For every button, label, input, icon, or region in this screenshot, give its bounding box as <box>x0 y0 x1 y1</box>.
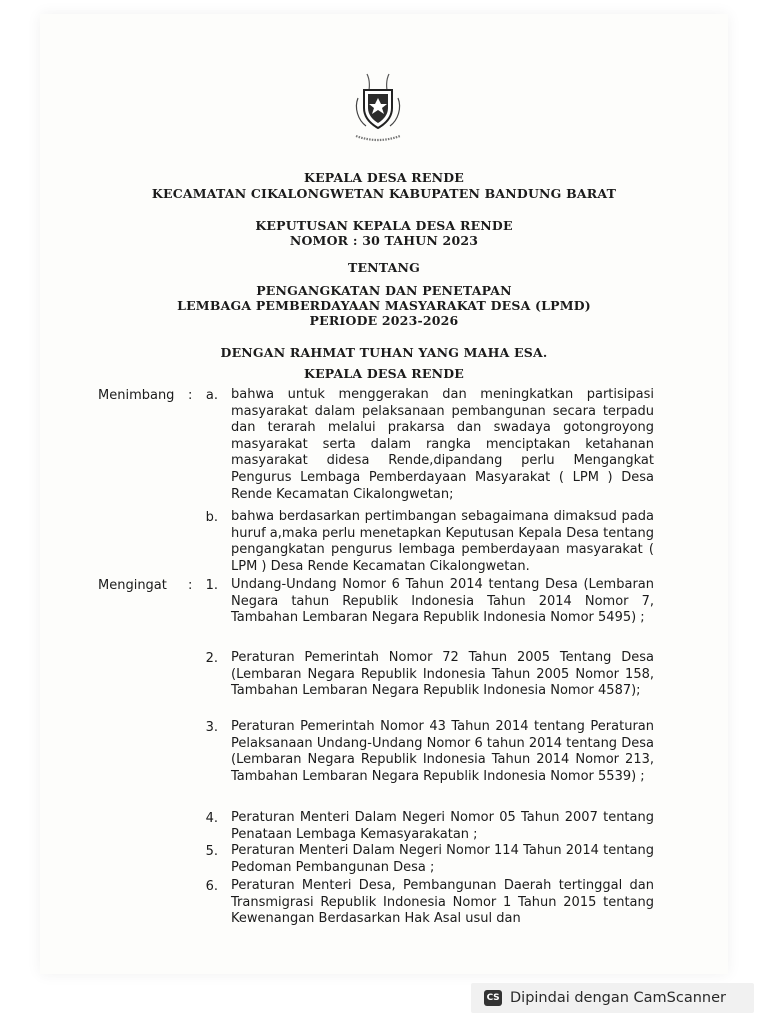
mengingat-item-4-text: Peraturan Menteri Dalam Negeri Nomor 05 Tahun 2007 tentang Penataan Lembaga Kemasyarakatan ; <box>231 810 654 842</box>
menimbang-colon: : <box>188 388 193 403</box>
mengingat-item-2-text: Peraturan Pemerintah Nomor 72 Tahun 2005 Tentang Desa (Lembaran Negara Republik Indonesia Tahun 2005 Nomor 158, Tambahan Lembaran Negara Republik Indonesia Nomor 4587); <box>231 650 654 699</box>
decree-number: NOMOR : 30 TAHUN 2023 <box>289 233 479 248</box>
regional-emblem-icon <box>334 70 422 152</box>
mengingat-item-5-marker: 5. <box>205 844 218 859</box>
institution-title: KEPALA DESA RENDE <box>304 170 464 185</box>
decree-title: KEPUTUSAN KEPALA DESA RENDE <box>255 218 513 233</box>
mengingat-item-1-text: Undang-Undang Nomor 6 Tahun 2014 tentang Desa (Lembaran Negara tahun Republik Indonesia Tahun 2014 Nomor 7, Tambahan Lembaran Negara Republik Indonesia Nomor 5495) ; <box>231 577 654 626</box>
mengingat-item-4-marker: 4. <box>205 811 218 826</box>
menimbang-item-b-marker: b. <box>205 510 218 525</box>
authority-line: KEPALA DESA RENDE <box>304 366 464 381</box>
subject-line-1: PENGANGKATAN DAN PENETAPAN <box>256 283 512 298</box>
camscanner-watermark <box>471 983 754 1013</box>
menimbang-label: Menimbang <box>98 388 175 403</box>
menimbang-item-b-text: bahwa berdasarkan pertimbangan sebagaimana dimaksud pada huruf a,maka perlu menetapkan Keputusan Kepala Desa tentang pengangkatan pengurus lembaga pemberdayaan masyarakat ( LPM ) Desa Rende Kecamatan Cikalongwetan. <box>231 509 654 574</box>
camscanner-text: Dipindai dengan CamScanner <box>510 990 727 1006</box>
menimbang-item-a-text: bahwa untuk menggerakan dan meningkatkan partisipasi masyarakat dalam pelaksanaan pembangunan secara terpadu dan terarah melalui prakarsa dan swadaya gotongroyong masyarakat serta dalam rangka menciptakan ketahanan masyarakat didesa Rende,dipandang perlu Mengangkat Pengurus Lembaga Pemberdayaan Masyarakat ( LPM ) Desa Rende Kecamatan Cikalongwetan; <box>231 387 654 502</box>
mengingat-item-6-text: Peraturan Menteri Desa, Pembangunan Daerah tertinggal dan Transmigrasi Republik Indonesia Nomor 1 Tahun 2015 tentang Kewenangan Berdasarkan Hak Asal usul dan <box>231 878 654 927</box>
subject-line-2: LEMBAGA PEMBERDAYAAN MASYARAKAT DESA (LPMD) <box>177 298 591 313</box>
mengingat-item-1-marker: 1. <box>205 578 218 593</box>
mengingat-label: Mengingat <box>98 578 167 593</box>
blessing-line: DENGAN RAHMAT TUHAN YANG MAHA ESA. <box>220 345 548 360</box>
mengingat-item-2-marker: 2. <box>205 651 218 666</box>
institution-subtitle: KECAMATAN CIKALONGWETAN KABUPATEN BANDUNG BARAT <box>151 186 617 201</box>
mengingat-item-3-marker: 3. <box>205 720 218 735</box>
menimbang-item-a-marker: a. <box>205 388 218 403</box>
camscanner-icon: CS <box>484 990 502 1006</box>
mengingat-item-6-marker: 6. <box>205 879 218 894</box>
subject-line-3: PERIODE 2023-2026 <box>309 313 459 328</box>
mengingat-colon: : <box>188 578 193 593</box>
mengingat-item-5-text: Peraturan Menteri Dalam Negeri Nomor 114 Tahun 2014 tentang Pedoman Pembangunan Desa ; <box>231 843 654 875</box>
about-heading: TENTANG <box>347 260 421 275</box>
mengingat-item-3-text: Peraturan Pemerintah Nomor 43 Tahun 2014 tentang Peraturan Pelaksanaan Undang-Undang Nomor 6 tahun 2014 tentang Desa (Lembaran Negara Republik Indonesia Tahun 2014 Nomor 213, Tambahan Lembaran Negara Republik Indonesia Nomor 5539) ; <box>231 719 654 784</box>
